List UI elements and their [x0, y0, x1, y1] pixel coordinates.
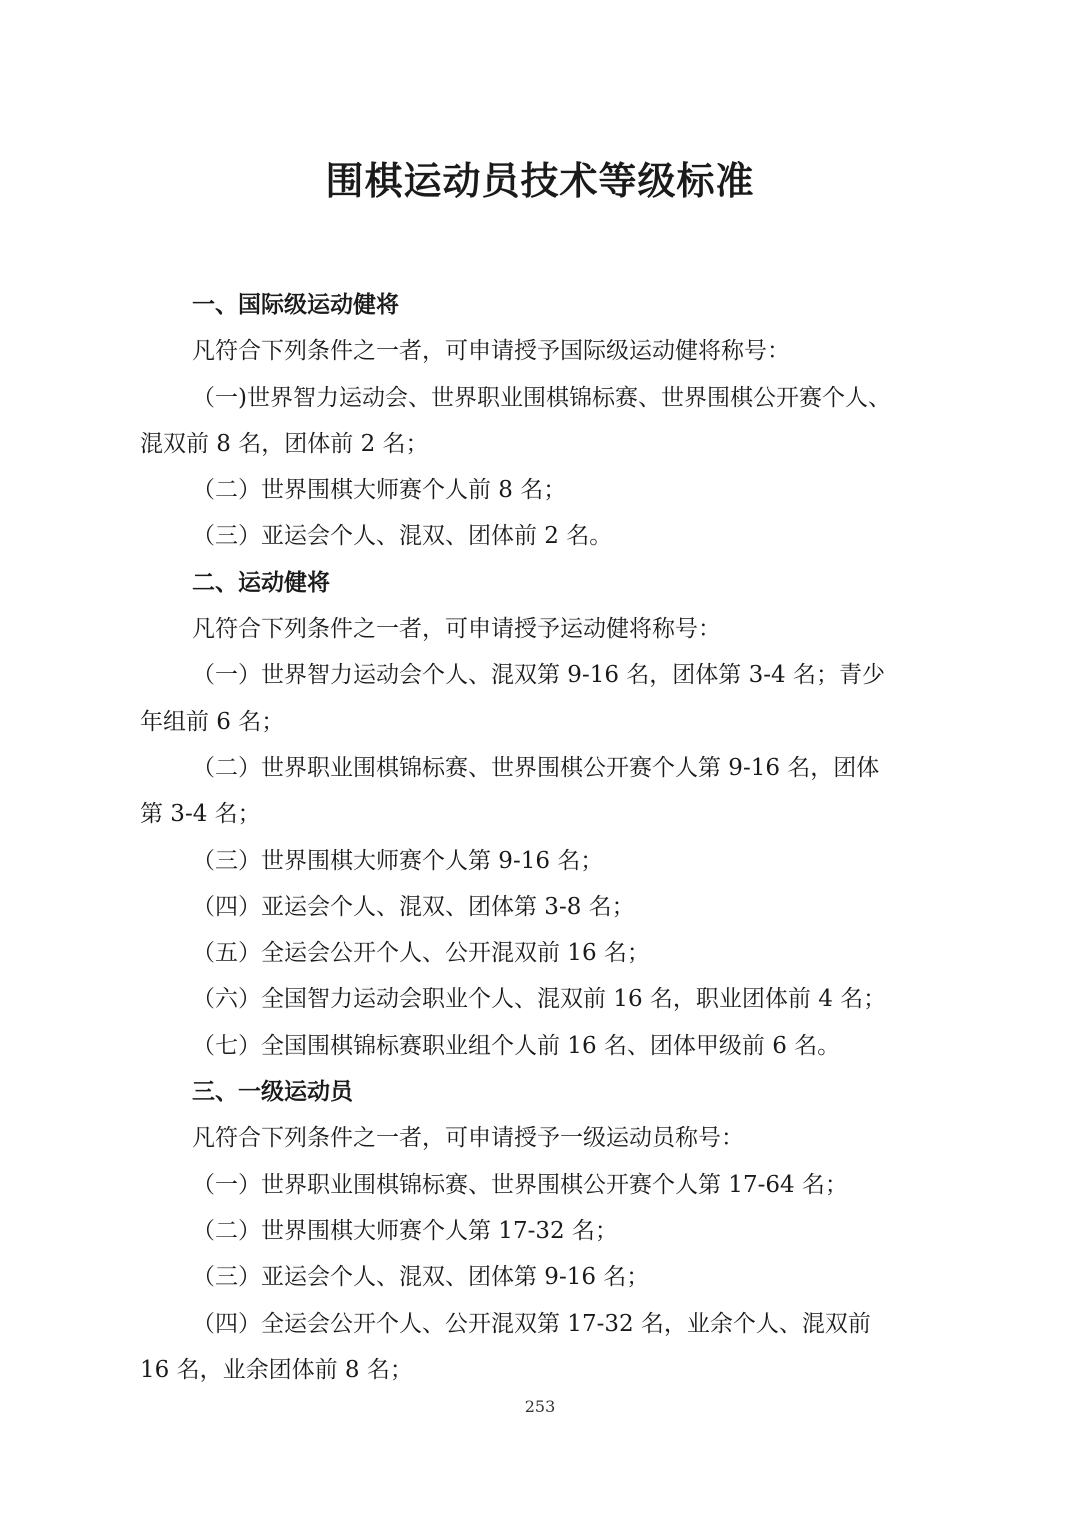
paragraph-line: 凡符合下列条件之一者，可申请授予一级运动员称号：: [192, 1125, 744, 1152]
paragraph-line: 凡符合下列条件之一者，可申请授予运动健将称号：: [192, 616, 721, 643]
paragraph-line: 第 3-4 名；: [140, 801, 261, 828]
paragraph-line: （二）世界职业围棋锦标赛、世界围棋公开赛个人第 9-16 名，团体: [192, 754, 880, 781]
paragraph-line: （六）全国智力运动会职业个人、混双前 16 名，职业团体前 4 名；: [192, 986, 887, 1013]
section-heading-international-master: 一、国际级运动健将: [192, 292, 399, 318]
document-body: [140, 282, 948, 1393]
document-title: 围棋运动员技术等级标准: [325, 159, 755, 203]
page-number: 253: [524, 1397, 556, 1416]
paragraph-line: 16 名，业余团体前 8 名；: [140, 1356, 413, 1383]
paragraph-line: （二）世界围棋大师赛个人第 17-32 名；: [192, 1217, 618, 1244]
paragraph-line: （三）亚运会个人、混双、团体第 9-16 名；: [192, 1264, 650, 1291]
paragraph-line: （一)世界智力运动会、世界职业围棋锦标赛、世界围棋公开赛个人、: [192, 384, 891, 411]
paragraph-line: （四）全运会公开个人、公开混双第 17-32 名，业余个人、混双前: [192, 1310, 871, 1337]
paragraph-line: （一）世界智力运动会个人、混双第 9-16 名，团体第 3-4 名；青少: [192, 662, 885, 689]
paragraph-line: （三）世界围棋大师赛个人第 9-16 名；: [192, 847, 604, 874]
paragraph-line: （四）亚运会个人、混双、团体第 3-8 名；: [192, 893, 635, 920]
section-heading-master: 二、运动健将: [192, 569, 330, 596]
paragraph-line: （一）世界职业围棋锦标赛、世界围棋公开赛个人第 17-64 名；: [192, 1171, 848, 1198]
paragraph-line: 年组前 6 名；: [140, 708, 285, 735]
paragraph-line: 凡符合下列条件之一者，可申请授予国际级运动健将称号：: [192, 338, 790, 365]
section-heading-first-class: 三、一级运动员: [192, 1079, 353, 1106]
paragraph-line: （七）全国围棋锦标赛职业组个人前 16 名、团体甲级前 6 名。: [192, 1032, 841, 1059]
paragraph-line: （二）世界围棋大师赛个人前 8 名；: [192, 477, 567, 504]
paragraph-line: 混双前 8 名，团体前 2 名；: [140, 430, 429, 457]
paragraph-line: （三）亚运会个人、混双、团体前 2 名。: [192, 523, 613, 550]
paragraph-line: （五）全运会公开个人、公开混双前 16 名；: [192, 940, 650, 967]
